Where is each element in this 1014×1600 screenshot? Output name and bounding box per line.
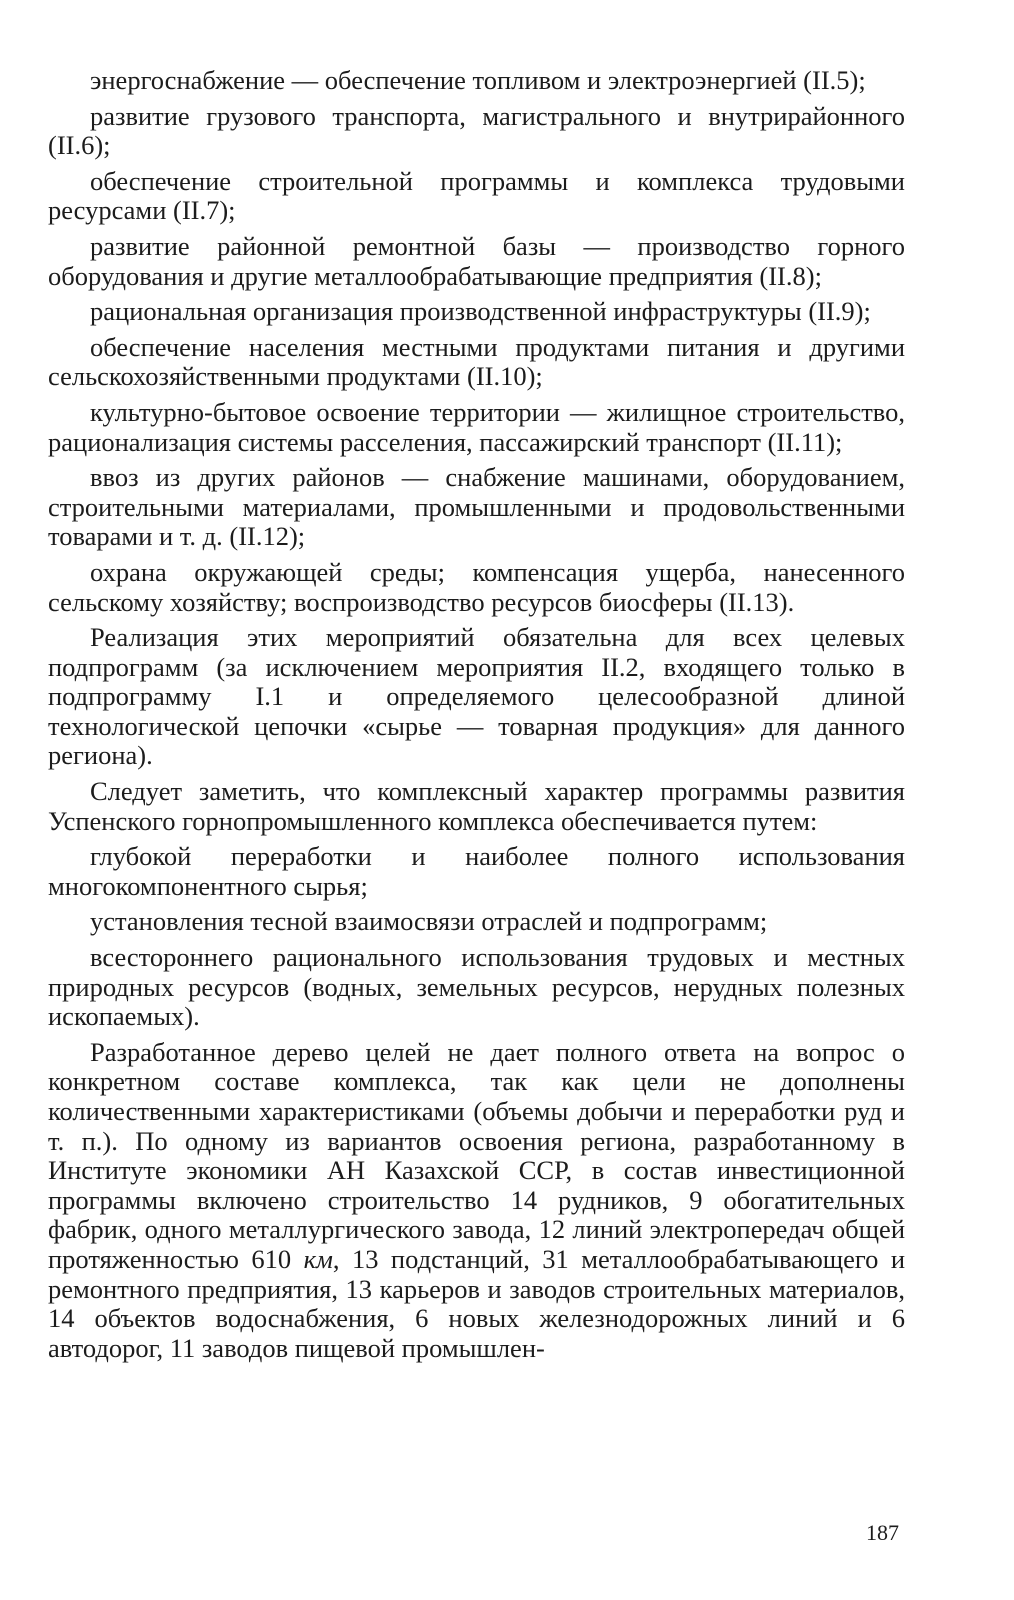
paragraph-6: обеспечение населения местными продуктами питания и другими сельскохозяйственными продуктами (II.10);: [48, 331, 905, 392]
paragraph-15: Разработанное дерево целей не дает полного ответа на вопрос о конкретном составе комплекса, так как цели не дополнены количественными характеристиками (объемы добычи и переработки руд и т. п.). По одному из вариантов освоения региона, разработанному в Институте экономики АН Казахской ССР, в состав инвестиционной программы включено строительство 14 рудников, 9 обогатительных фабрик, одного металлургического завода, 12 линий электропередач общей протяженностью 610 км, 13 подстанций, 31 металлообрабатывающего и ремонтного предприятия, 13 карьеров и заводов строительных материалов, 14 объектов водоснабжения, 6 новых железнодорожных линий и 6 автодорог, 11 заводов пищевой промышлен-: [48, 1036, 906, 1363]
paragraph-13: установления тесной взаимосвязи отраслей и подпрограмм;: [90, 906, 768, 937]
paragraph-10: Реализация этих мероприятий обязательна для всех целевых подпрограмм (за исключением мероприятия II.2, входящего только в подпрограмму I.1 и определяемого целесообразной длиной технологической цепочки «сырье — товарная продукция» для данного региона).: [48, 622, 905, 771]
paragraph-1: энергоснабжение — обеспечение топливом и электроэнергией (II.5);: [90, 65, 866, 95]
paragraph-12: глубокой переработки и наиболее полного использования многокомпонентного сырья;: [48, 841, 905, 901]
paragraph-3: обеспечение строительной программы и комплекса трудовыми ресурсами (II.7);: [48, 165, 905, 226]
paragraph-14: всестороннего рационального использования трудовых и местных природных ресурсов (водных, земельных ресурсов, нерудных полезных ископаемых).: [48, 942, 905, 1032]
paragraph-2: развитие грузового транспорта, магистрального и внутрирайонного (II.6);: [48, 100, 905, 161]
paragraph-5: рациональная организация производственной инфраструктуры (II.9);: [90, 296, 871, 327]
paragraph-7: культурно-бытовое освоение территории — жилищное строительство, рационализация системы расселения, пассажирский транспорт (II.11);: [48, 396, 905, 457]
paragraph-4: развитие районной ремонтной базы — производство горного оборудования и другие металлообрабатывающие предприятия (II.8);: [48, 230, 905, 291]
paragraph-8: ввоз из других районов — снабжение машинами, оборудованием, строительными материалами, промышленными и продовольственными товарами и т. д. (II.12);: [48, 462, 905, 552]
paragraph-11: Следует заметить, что комплексный характер программы развития Успенского горнопромышленного комплекса обеспечивается путем:: [48, 776, 905, 836]
page-text: [48, 66, 905, 1363]
paragraph-9: охрана окружающей среды; компенсация ущерба, нанесенного сельскому хозяйству; воспроизводство ресурсов биосферы (II.13).: [48, 556, 905, 617]
page-number: 187: [866, 1520, 899, 1545]
